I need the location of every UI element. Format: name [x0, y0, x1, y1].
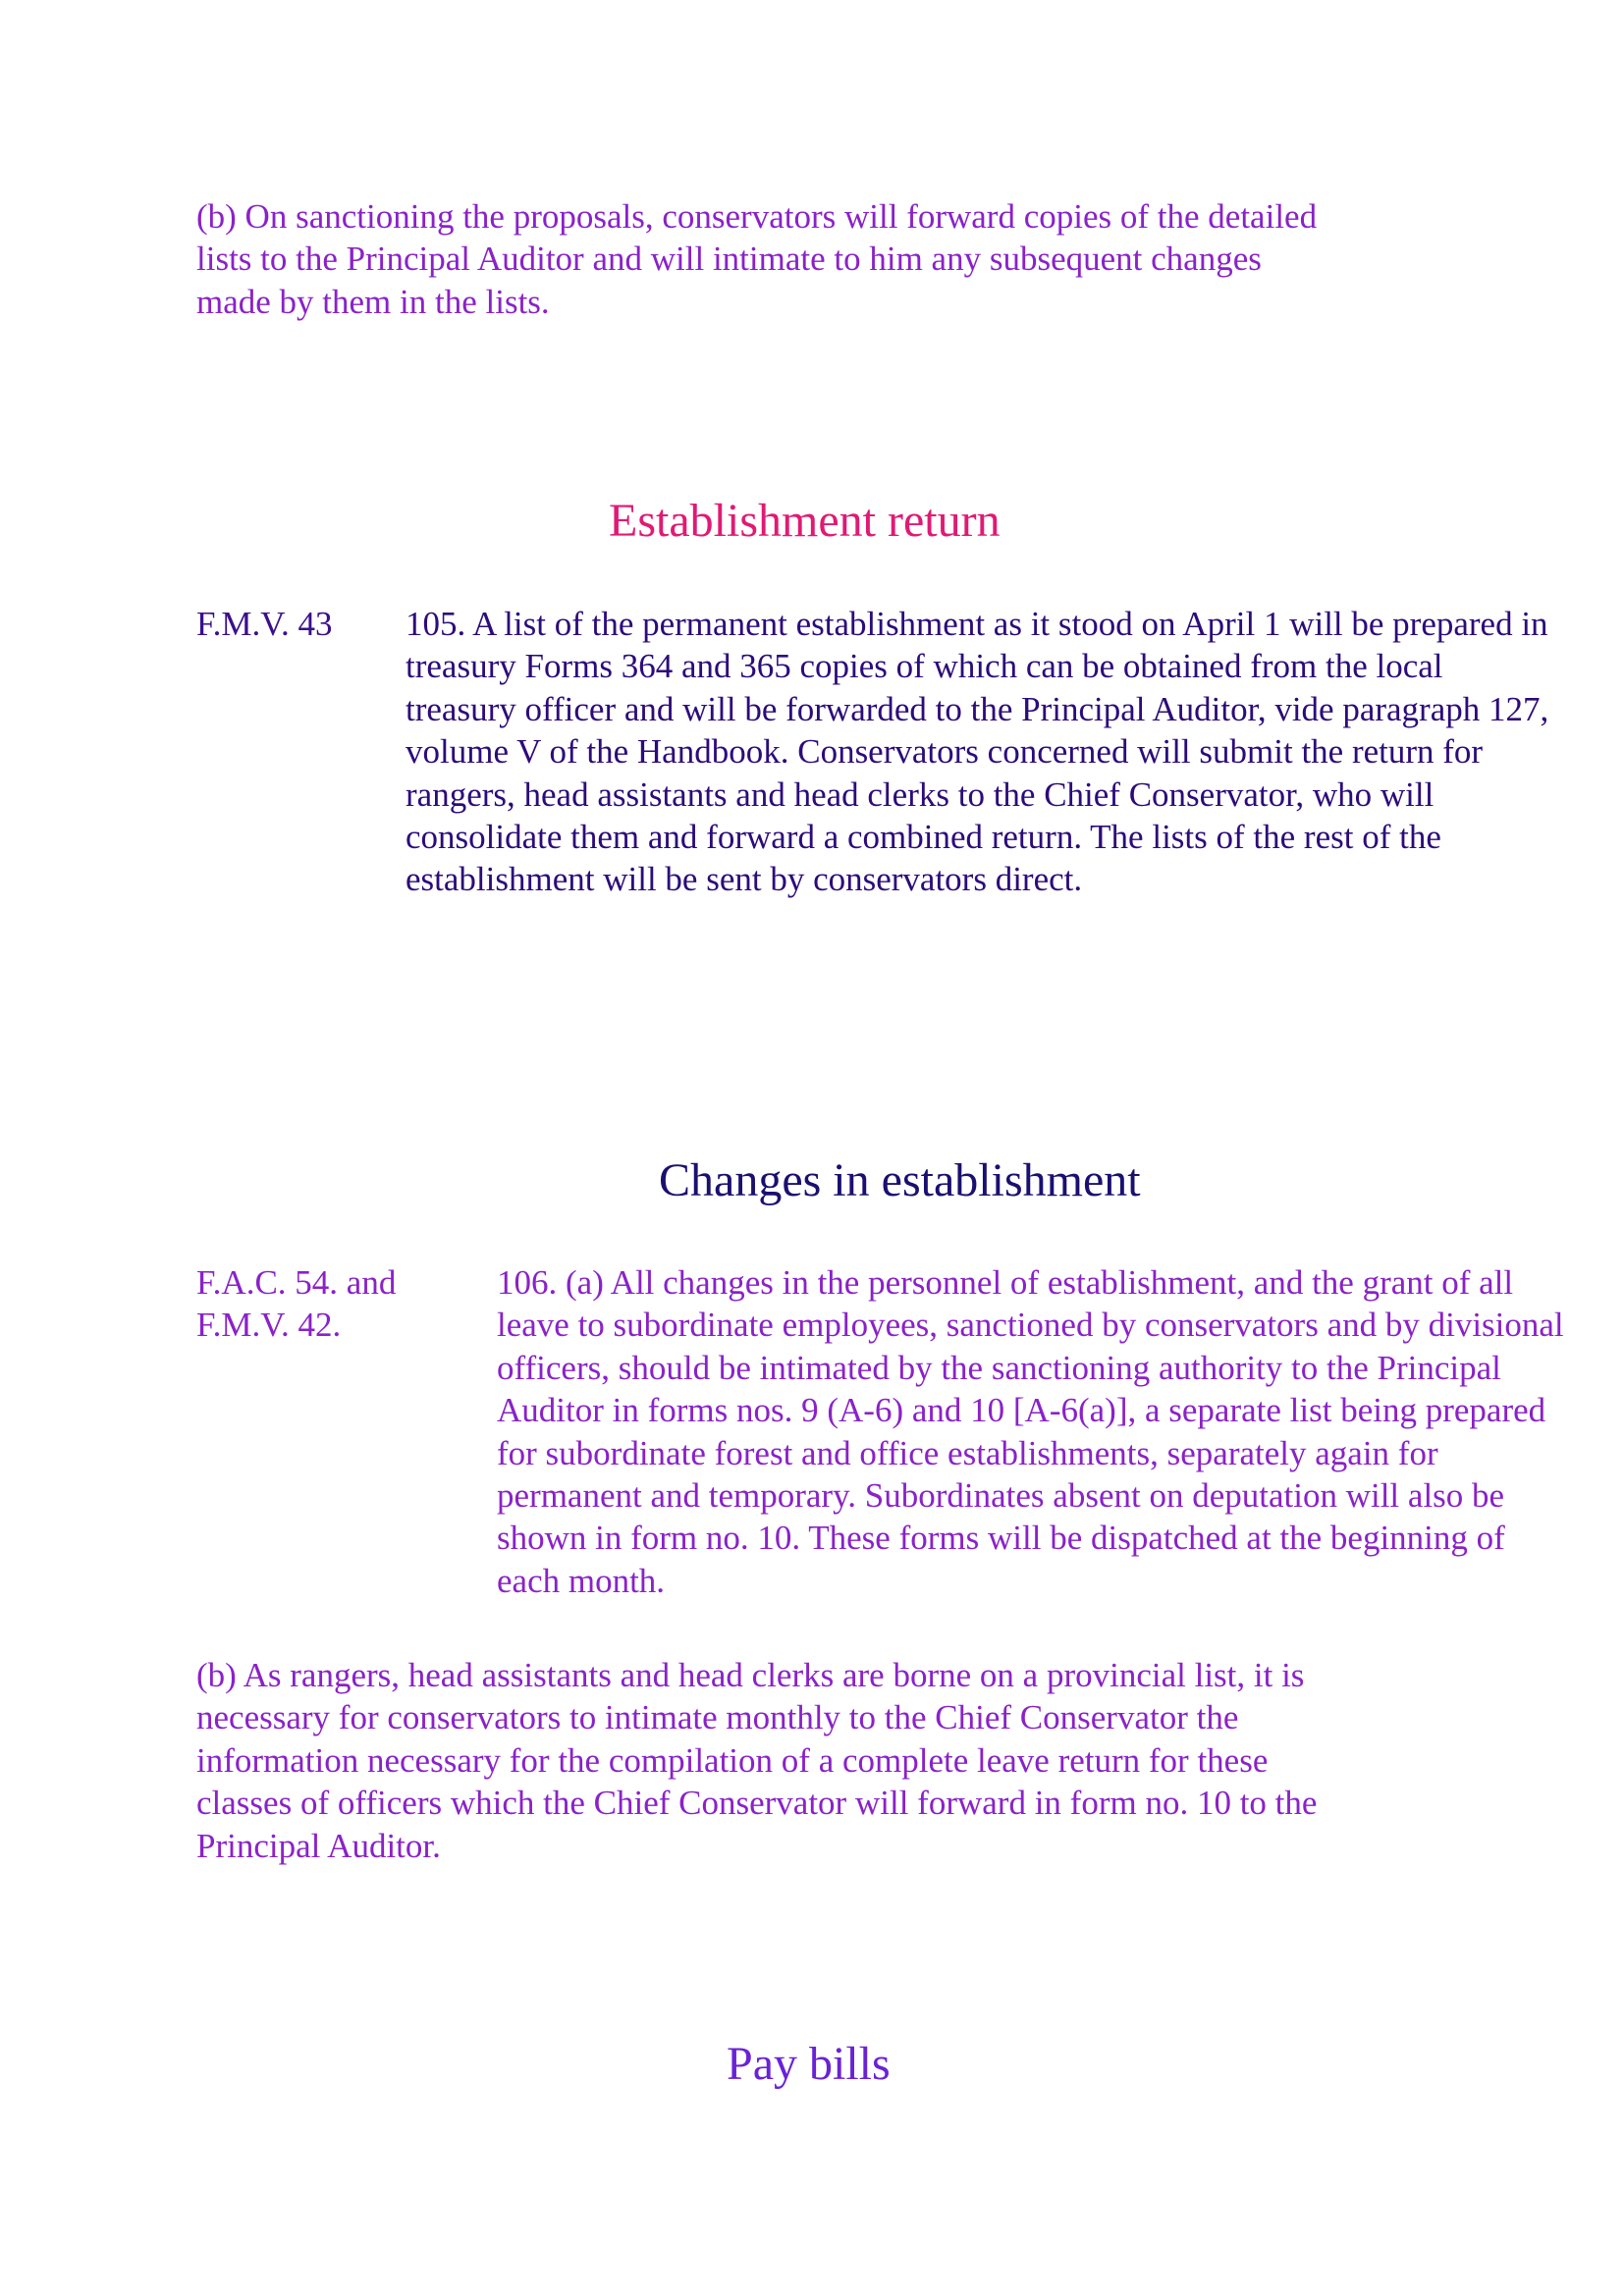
text-line: lists to the Principal Auditor and will intimate to him any subsequent changes — [196, 240, 1262, 279]
text-line: shown in form no. 10. These forms will be dispatched at the beginning of — [497, 1519, 1505, 1558]
paragraph-b-rangers — [196, 1654, 1317, 1867]
paragraph-106a — [497, 1261, 1564, 1602]
heading-changes-in-establishment: Changes in establishment — [659, 1154, 1141, 1206]
text-line: establishment will be sent by conservators direct. — [406, 860, 1083, 899]
text-line: consolidate them and forward a combined return. The lists of the rest of the — [406, 818, 1441, 857]
text-line: each month. — [497, 1561, 666, 1600]
text-line: Auditor in forms nos. 9 (A-6) and 10 [A-6(a)], a separate list being prepared — [497, 1391, 1546, 1430]
text-line: for subordinate forest and office establishments, separately again for — [497, 1433, 1438, 1472]
text-line: Principal Auditor. — [196, 1826, 441, 1865]
text-line: 106. (a) All changes in the personnel of establishment, and the grant of all — [497, 1263, 1514, 1302]
text-line: leave to subordinate employees, sanctioned by conservators and by divisional — [497, 1306, 1564, 1345]
text-line: 105. A list of the permanent establishment as it stood on April 1 will be prepared in — [406, 605, 1548, 643]
paragraph-105 — [406, 603, 1548, 901]
heading-establishment-return: Establishment return — [609, 495, 1001, 547]
text-line: information necessary for the compilation of a complete leave return for these — [196, 1740, 1269, 1780]
paragraph-b-sanctioning — [196, 195, 1317, 323]
text-line: made by them in the lists. — [196, 282, 550, 321]
text-line: volume V of the Handbook. Conservators concerned will submit the return for — [406, 732, 1484, 772]
text-line: (b) As rangers, head assistants and head clerks are borne on a provincial list, it is — [196, 1656, 1305, 1694]
text-line: (b) On sanctioning the proposals, conservators will forward copies of the detailed — [196, 197, 1318, 236]
text-line: necessary for conservators to intimate monthly to the Chief Conservator the — [196, 1698, 1239, 1737]
text-line: officers, should be intimated by the sanctioning authority to the Principal — [497, 1348, 1501, 1387]
margin-reference-fac-54 — [196, 1261, 396, 1347]
text-line: rangers, head assistants and head clerks to the Chief Conservator, who will — [406, 774, 1435, 814]
text-line: treasury officer and will be forwarded to the Principal Auditor, vide paragraph 127, — [406, 689, 1549, 728]
text-line: treasury Forms 364 and 365 copies of which can be obtained from the local — [406, 647, 1443, 686]
text-line: classes of officers which the Chief Conservator will forward in form no. 10 to the — [196, 1784, 1318, 1823]
heading-pay-bills: Pay bills — [727, 2038, 891, 2090]
text-line: permanent and temporary. Subordinates absent on deputation will also be — [497, 1476, 1505, 1516]
margin-reference-fmv-43: F.M.V. 43 — [196, 605, 333, 643]
text-line: F.A.C. 54. and — [196, 1263, 397, 1302]
text-line: F.M.V. 42. — [196, 1306, 342, 1345]
